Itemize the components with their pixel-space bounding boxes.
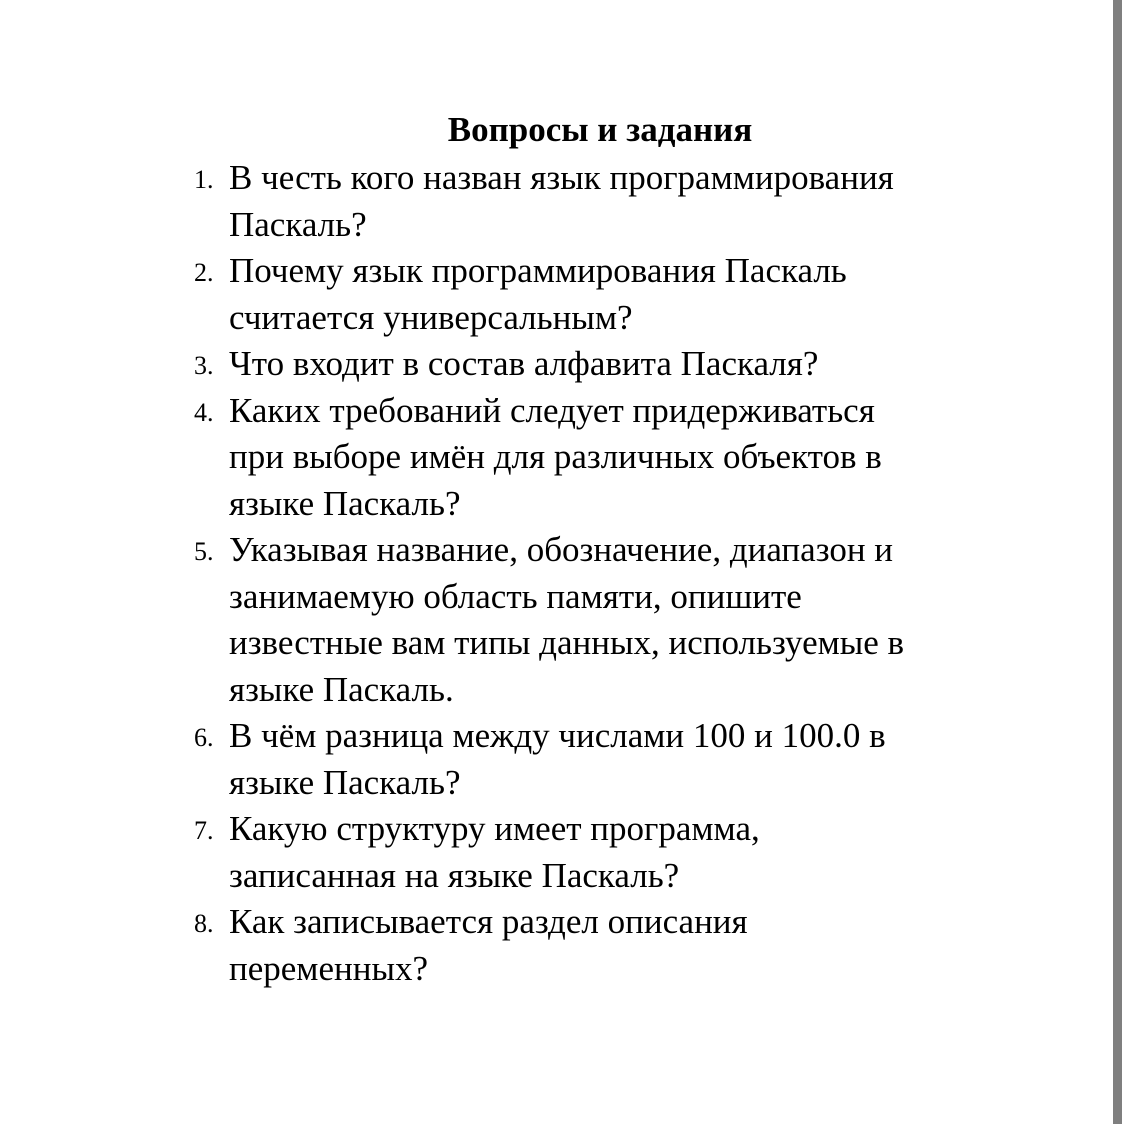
- question-line: Почему язык программирования Паскаль: [229, 251, 847, 290]
- question-line: переменных?: [229, 948, 428, 988]
- question-line: считается универсальным?: [229, 297, 633, 337]
- question-line: при выборе имён для различных объектов в: [229, 437, 882, 476]
- question-number: 3.: [194, 351, 214, 380]
- page-edge-divider: [1113, 0, 1122, 1124]
- question-number: 8.: [194, 909, 214, 938]
- question-list: [186, 155, 1016, 992]
- question-item: [186, 341, 1016, 388]
- question-line: известные вам типы данных, используемые в: [229, 623, 905, 662]
- question-line: В честь кого назван язык программирования: [229, 158, 894, 197]
- question-number: 4.: [194, 397, 214, 427]
- question-line: Как записывается раздел описания: [229, 902, 748, 941]
- question-number: 6.: [194, 723, 214, 752]
- question-item: [186, 155, 1016, 248]
- question-line: В чём разница между числами 100 и 100.0 в: [229, 716, 886, 755]
- page-title: [230, 108, 1000, 152]
- question-item: [186, 248, 1016, 341]
- question-number: 1.: [194, 165, 214, 194]
- question-item: [186, 527, 1016, 713]
- question-number: 5.: [194, 537, 214, 566]
- page-title-text: Вопросы и задания: [447, 110, 753, 149]
- question-line: Указывая название, обозначение, диапазон и: [229, 530, 894, 569]
- question-line: Паскаль?: [229, 204, 367, 244]
- question-line: языке Паскаль?: [229, 483, 461, 523]
- question-number: 7.: [194, 816, 214, 845]
- question-line: Какую структуру имеет программа,: [229, 809, 760, 848]
- question-item: [186, 713, 1016, 806]
- question-item: [186, 806, 1016, 899]
- question-item: [186, 388, 1016, 528]
- question-line: языке Паскаль?: [229, 762, 461, 802]
- question-line: занимаемую область памяти, опишите: [229, 576, 802, 616]
- question-line: записанная на языке Паскаль?: [229, 855, 680, 895]
- question-number: 2.: [194, 258, 214, 287]
- question-line: языке Паскаль.: [229, 669, 454, 709]
- question-line: Что входит в состав алфавита Паскаля?: [229, 344, 819, 383]
- question-line: Каких требований следует придерживаться: [229, 390, 875, 430]
- question-item: [186, 899, 1016, 992]
